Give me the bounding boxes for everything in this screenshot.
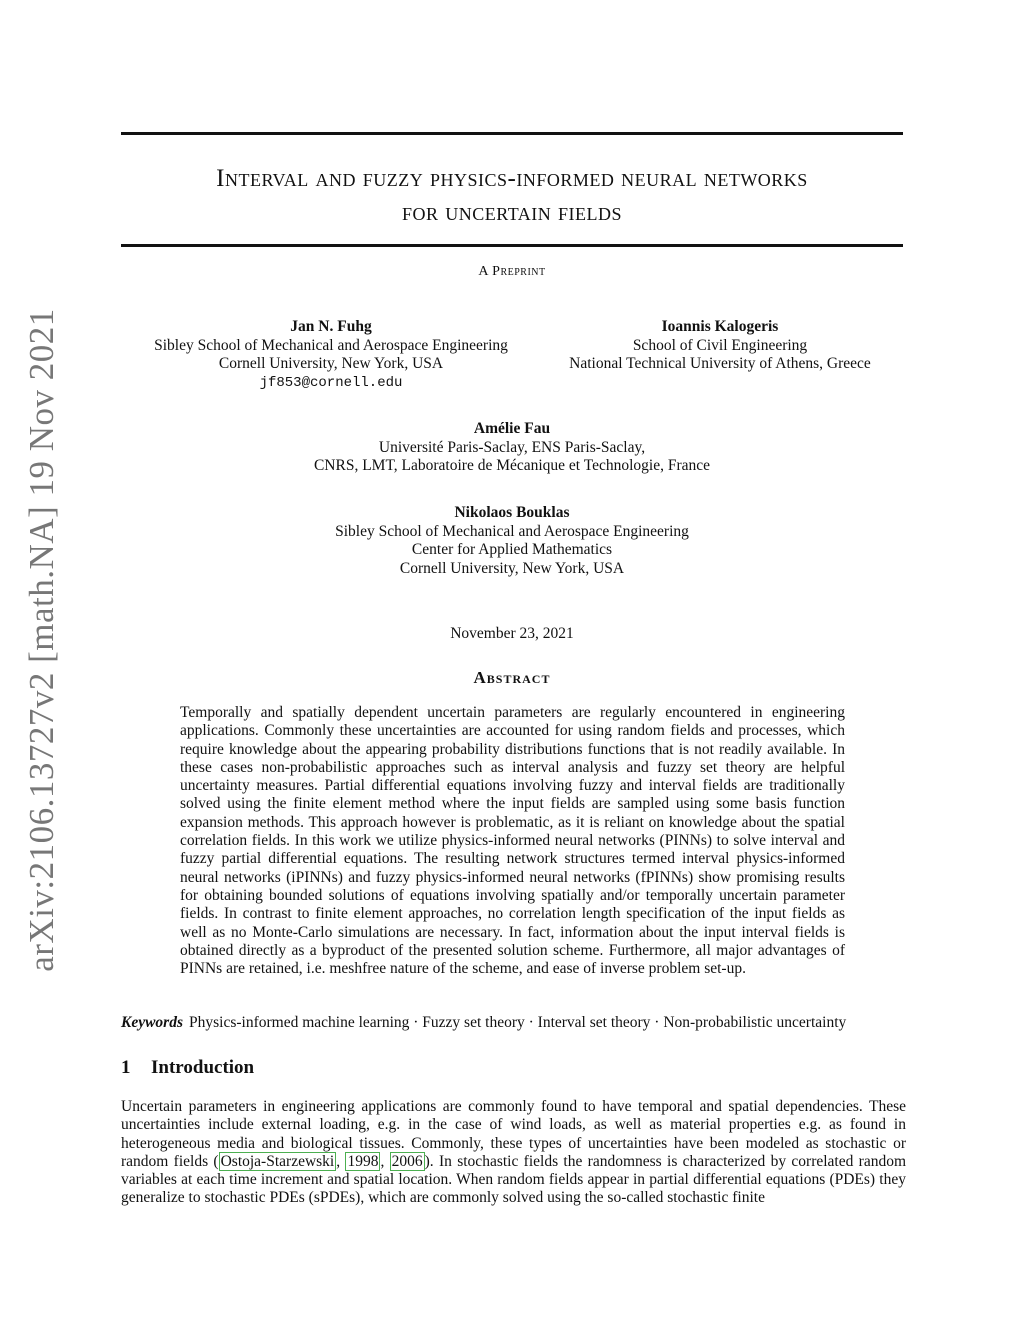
- intro-text: Uncertain parameters in engineering applications are commonly found to have temporal and spatial dependencies. These uncertainties include external loading, e.g. in the case of wind loads, as well as material properties e.g. as found in heterogeneous media and biological tissues. Commonly, these types of uncertainties have been modeled as stochastic or random fields (: [121, 1098, 906, 1170]
- citation-link[interactable]: 1998: [347, 1152, 379, 1170]
- abstract-body: Temporally and spatially dependent uncertain parameters are regularly encountered in engineering applications. Commonly these uncertainties are accounted for using random fields and processes, which require knowledge about the appearing probability distributions functions that is not readily available. In these cases non-probabilistic approaches such as interval analysis and fuzzy set theory are helpful uncertainty measures. Partial differential equations involving fuzzy and interval fields are traditionally solved using the finite element method where the input fields are sampled using some basis function expansion methods. This approach however is problematic, as it is reliant on knowledge about the spatial correlation fields. In this work we utilize physics-informed neural networks (PINNs) to solve interval and fuzzy partial differential equations. The resulting network structures termed interval physics-informed neural networks (iPINNs) and fuzzy physics-informed neural networks (fPINNs) show promising results for obtaining bounded solutions of equations involving spatially and/or temporally uncertain parameter fields. In contrast to finite element approaches, no correlation length specification of the input fields as well as no Monte-Carlo simulations are necessary. In fact, information about the input interval fields is obtained directly as a byproduct of the presented solution scheme. Furthermore, all major advantages of PINNs are retained, i.e. meshfree nature of the scheme, and ease of inverse problem set-up.: [180, 704, 845, 978]
- author-name: Nikolaos Bouklas: [454, 504, 570, 521]
- section-heading-introduction: [121, 1057, 254, 1079]
- publication-date: November 23, 2021: [450, 625, 574, 642]
- author-affiliation-line: CNRS, LMT, Laboratoire de Mécanique et Technologie, France: [313, 457, 711, 474]
- author-affiliation-line: School of Civil Engineering: [632, 336, 808, 354]
- paper-title-line-2: for uncertain fields: [402, 199, 622, 226]
- author-name: Ioannis Kalogeris: [661, 318, 779, 335]
- title-top-rule: [121, 132, 903, 135]
- citation-link[interactable]: Ostoja-Starzewski: [220, 1152, 335, 1170]
- arxiv-identifier: arXiv:2106.13727v2 [math.NA] 19 Nov 2021: [22, 308, 61, 972]
- author-affiliation-line: Cornell University, New York, USA: [218, 355, 444, 372]
- abstract-heading: Abstract: [473, 668, 551, 687]
- author-affiliation-line: Center for Applied Mathematics: [411, 541, 613, 558]
- section-number: 1: [121, 1057, 131, 1078]
- keywords-label: Keywords: [121, 1014, 183, 1031]
- citation-separator: ,: [336, 1152, 346, 1170]
- author-affiliation-line: Université Paris-Saclay, ENS Paris-Saclay,: [378, 438, 646, 456]
- author-name: Amélie Fau: [473, 420, 551, 437]
- author-email-link[interactable]: jf853@cornell.edu: [259, 374, 403, 391]
- author-block-bouklas: [212, 504, 812, 578]
- keywords-list: Physics-informed machine learning · Fuzzy set theory · Interval set theory · Non-probabilistic uncertainty: [189, 1014, 847, 1031]
- preprint-label: A Preprint: [478, 264, 546, 279]
- citation-separator: ,: [380, 1152, 390, 1170]
- author-affiliation-line: National Technical University of Athens, Greece: [569, 355, 871, 372]
- citation-link[interactable]: 2006: [391, 1152, 423, 1170]
- author-affiliation-line: Cornell University, New York, USA: [399, 559, 625, 577]
- author-block-fuhg: [131, 318, 531, 392]
- author-block-fau: [212, 420, 812, 476]
- section-title: Introduction: [151, 1057, 255, 1078]
- introduction-paragraph: [121, 1098, 906, 1208]
- author-name: Jan N. Fuhg: [290, 318, 372, 335]
- title-bottom-rule: [121, 244, 903, 247]
- intro-text: ). In stochastic fields the randomness is characterized by correlated random variables at each time increment and spatial location. When random fields appear in partial differential equations (PDEs) they generalize to stochastic PDEs (sPDEs), which are commonly solved using the so-called stochastic finite: [121, 1152, 907, 1207]
- author-affiliation-line: Sibley School of Mechanical and Aerospace Engineering: [154, 336, 508, 354]
- keywords-line: [121, 1014, 903, 1032]
- paper-title-line-1: Interval and fuzzy physics-informed neural networks: [216, 165, 808, 192]
- author-affiliation-line: Sibley School of Mechanical and Aerospace Engineering: [335, 522, 689, 540]
- paper-title: [121, 162, 903, 230]
- author-block-kalogeris: [540, 318, 900, 374]
